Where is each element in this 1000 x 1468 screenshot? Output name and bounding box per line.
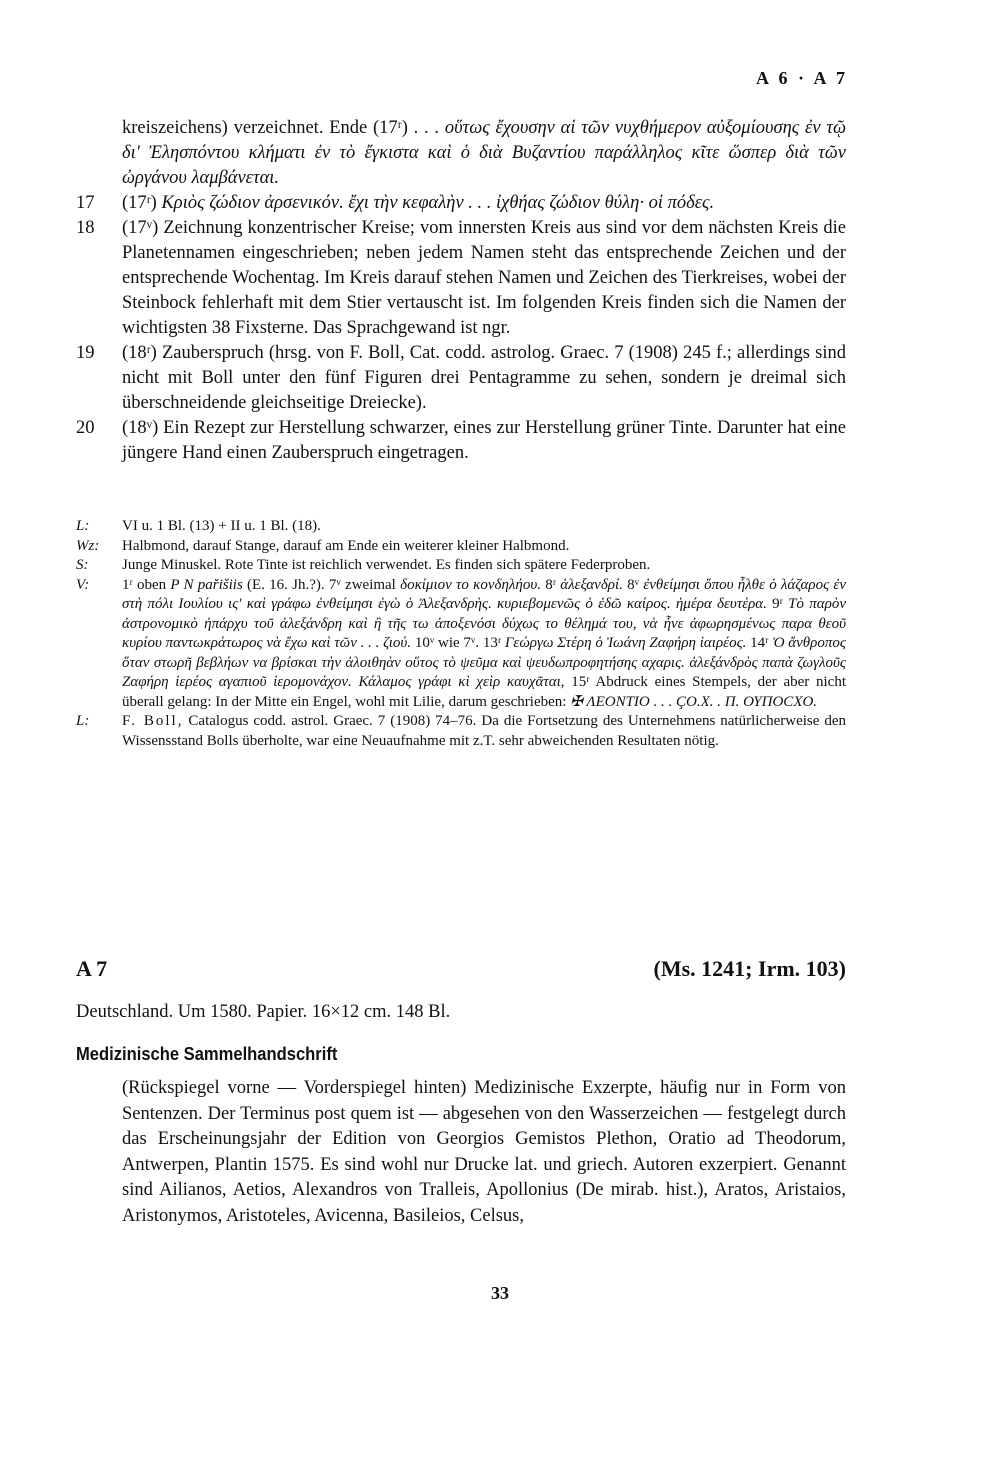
entry-18 [76, 216, 846, 341]
desc-author: F. Boll, [122, 713, 184, 729]
desc-greek: Γεώργω Στέρη ὁ Ἰωάνη Ζαφήρη ἱαιρέος. [504, 635, 747, 651]
desc-text: 8ʳ [540, 576, 561, 593]
desc-watermark [76, 537, 846, 557]
section-meta: Deutschland. Um 1580. Papier. 16×12 cm. 148 Bl. [76, 1002, 451, 1022]
section-heading [76, 956, 846, 986]
desc-label: S: [76, 557, 89, 573]
desc-literature [76, 712, 846, 751]
desc-script [76, 556, 846, 576]
entry-text: (18ʳ) Zauberspruch (hrsg. von F. Boll, Cat. codd. astrolog. Graec. 7 (1908) 245 f.; allerdings sind nicht mit Boll unter den fünf Figuren drei Pentagramme zu sehen, sondern je dreimal sich überschneidende gleichseitige Dreiecke). [122, 343, 846, 413]
section-content: (Rückspiegel vorne — Vorderspiegel hinten) Medizinische Exzerpte, häufig nur in Form von Sentenzen. Der Terminus post quem ist — abgesehen von den Wasserzeichen — festgelegt durch das Erscheinungsjahr der Edition von Georgios Gemistos Plethon, Oratio ad Theodorum, Antwerpen, Plantin 1575. Es sind wohl nur Drucke lat. und griech. Autoren exzerpiert. Genannt sind Ailianos, Aetios, Alexandros von Tralleis, Apollonius (De mirab. hist.), Aratos, Aristaios, Aristonymos, Aristoteles, Avicenna, Basileios, Celsus, [122, 1078, 846, 1226]
entry-20 [76, 416, 846, 466]
desc-stamp-inscription: ✠ ΛΕΟΝΤΙΟ . . . ÇO.X. . Π. ΟΥΠΟCΧΟ. [570, 693, 818, 710]
entry-continuation [76, 116, 846, 191]
desc-text: Halbmond, darauf Stange, darauf am Ende ein weiterer kleiner Halbmond. [122, 537, 570, 554]
entry-number: 17 [76, 193, 95, 213]
entry-text: (18ᵛ) Ein Rezept zur Herstellung schwarzer, eines zur Herstellung grüner Tinte. Darunter hat eine jüngere Hand einen Zauberspruch eingetragen. [122, 418, 846, 463]
running-head: A 6 · A 7 [755, 68, 848, 88]
desc-text: (E. 16. Jh.?). 7ᵛ zweimal [242, 576, 401, 593]
desc-text: VI u. 1 Bl. (13) + II u. 1 Bl. (18). [122, 518, 321, 534]
entries-section [76, 116, 846, 466]
entry-text: (17ʳ) [122, 193, 162, 213]
desc-label: V: [76, 576, 90, 593]
desc-text: 15ʳ Abdruck eines Stempels, der aber nicht überall gelang: In der Mitte ein Engel, wohl mit Lilie, darum geschrieben: [122, 674, 846, 710]
desc-notes [76, 576, 846, 713]
desc-greek: ἐνθείμησι ὅπου ἦλθε ὁ λάζαρος ἐν στὴ πόλι Ιουλίου ις' καὶ γράφω ἐνθείμησι ἐγὼ ὁ Ἀλεξανδρὴς. κυριεβομενῶς ὁ ἐδῶ καίρος. ἡμέρα δευτέρα. [122, 576, 846, 612]
entry-greek: Κριὸς ζώδιον ἀρσενικόν. ἔχι τὴν κεφαλὴν . . . ἰχθήας ζώδιον θύλη· οἱ πόδες. [161, 193, 715, 213]
desc-label: Wz: [76, 537, 100, 554]
entry-19 [76, 341, 846, 416]
desc-text: 8ᵛ [622, 576, 644, 593]
entry-greek: οὕτως ἔχουσην αἱ τῶν νυχθήμερον αὐξομίουσης ἐν τῷ δι' Ἐλησπόντου κλήματι ἐν τὸ ἔγκιστα καὶ ὁ διὰ Βυζαντίου παράλληλος κῖτε ὥσπερ διὰ τῶν ὠργάνου λαμβάνεται. [122, 118, 846, 188]
entry-number: 19 [76, 343, 95, 363]
desc-italic: P N pařišiis [170, 576, 243, 593]
desc-text: 9ʳ [766, 596, 789, 612]
desc-text: Junge Minuskel. Rote Tinte ist reichlich verwendet. Es finden sich spätere Federproben. [122, 557, 651, 573]
desc-label: L: [76, 518, 90, 534]
entry-17 [76, 191, 846, 216]
desc-greek: Τὸ παρὸν ἀστρονομικὸ ἠπάρχυ τοῦ ἀλεξάνδρη καὶ ἢ τῆς τω ἀποξενόσι δύχως το θέλημά του, νὰ ἦνε ἀφωρησμένως παρα θεοῦ κυρίου παντωκράτωρος νὰ ἔχω καὶ τῶν . . . ζιού. [122, 596, 846, 651]
section-title: A 7 [76, 956, 108, 981]
desc-greek: δοκίμιον το κονδηλήου. [400, 576, 541, 593]
desc-greek: ἀλεξανδρί. [560, 576, 623, 593]
desc-greek: Ὁ ἄνθροπος ὅταν στωρῆ βεβλήων να βρίσκαι τὴν ἀλοιθηὰν οὕτος τὸ ψεῦμα καὶ ψευδωπροφητήσης αχαρις. ἀλεξάνδρὸς παπὰ ζωγλοῦς Ζαφήρη ἱερέος αγαπιοῦ ἱερομονάχον. Κάλαμος γράφι κὶ χεὶρ καυχᾶται, [122, 635, 846, 690]
desc-text: Catalogus codd. astrol. Graec. 7 (1908) 74–76. Da die Fortsetzung des Unternehmens natürlicherweise den Wissensstand Bolls überholte, war eine Neuaufnahme mit z.T. sehr abweichenden Resultaten nötig. [122, 713, 847, 749]
description-section [76, 517, 846, 751]
entry-number: 18 [76, 218, 95, 238]
entry-text: kreiszeichens) verzeichnet. Ende (17ʳ) . . . [122, 118, 445, 138]
desc-text: 1ʳ oben [122, 576, 171, 593]
entry-text: (17ᵛ) Zeichnung konzentrischer Kreise; vom innersten Kreis aus sind vor dem nächsten Kreis die Planetennamen eingeschrieben; neben jedem Namen steht das entsprechende Zeichen und der entsprechende Wochentag. Im Kreis darauf stehen Namen und Zeichen des Tierkreises, wobei der Steinbock fehlerhaft mit dem Stier vertauscht ist. Im folgenden Kreis finden sich die Namen der wichtigsten 38 Fixsterne. Das Sprachgewand ist ngr. [122, 218, 846, 338]
page-number: 33 [491, 1283, 509, 1303]
section-subject: Medizinische Sammelhandschrift [76, 1044, 338, 1064]
desc-label: L: [76, 713, 90, 729]
desc-text: 14ʳ [746, 635, 773, 651]
entry-number: 20 [76, 418, 95, 438]
section-shelfmark: (Ms. 1241; Irm. 103) [653, 956, 846, 981]
desc-text: 10ᵛ wie 7ᵛ. 13ʳ [411, 635, 505, 651]
desc-lagen [76, 517, 846, 537]
